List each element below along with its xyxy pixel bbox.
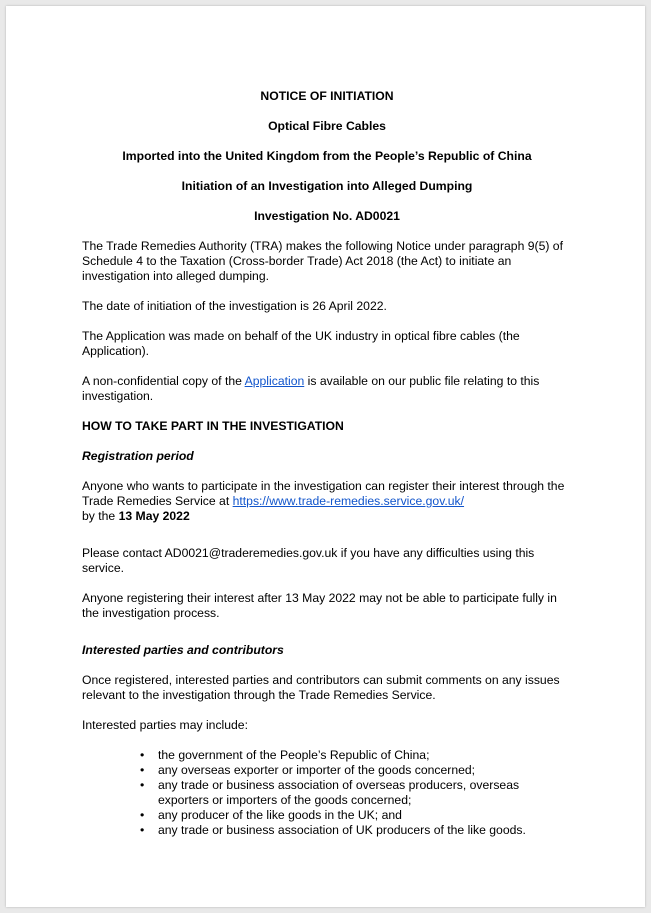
bullet-icon: •: [140, 748, 145, 762]
list-item-text: any producer of the like goods in the UK; and: [158, 808, 402, 822]
bullet-icon: •: [140, 823, 145, 837]
intro-paragraph-4: [82, 374, 572, 404]
trade-remedies-service-link[interactable]: https://www.trade-remedies.service.gov.uk/: [232, 494, 465, 508]
interested-paragraph-2: Interested parties may include:: [82, 718, 248, 732]
document-page: [6, 6, 645, 907]
bullet-icon: •: [140, 763, 145, 777]
list-item: [82, 823, 572, 838]
list-item-text: the government of the People’s Republic of China;: [158, 748, 430, 762]
registration-paragraph-1: [82, 479, 572, 524]
list-item: [82, 748, 572, 763]
bullet-icon: •: [140, 778, 145, 792]
origin-title: Imported into the United Kingdom from the People’s Republic of China: [122, 149, 532, 163]
registration-text: Anyone who wants to participate in the investigation can register their interest through the Trade Remedies Service at: [82, 479, 565, 508]
interested-parties-subheading: Interested parties and contributors: [82, 643, 284, 657]
list-item: [82, 763, 572, 778]
subject-title: Initiation of an Investigation into Alleged Dumping: [181, 179, 473, 193]
registration-paragraph-3: Anyone registering their interest after 13 May 2022 may not be able to participate fully in the investigation process.: [82, 591, 557, 620]
product-title: Optical Fibre Cables: [268, 119, 386, 133]
intro-paragraph-4-text-b: is available on our public file relating to this investigation.: [82, 374, 540, 403]
registration-by-text: by the: [82, 509, 119, 523]
case-number: Investigation No. AD0021: [254, 209, 400, 223]
intro-paragraph-4-text-a: A non-confidential copy of the: [82, 374, 245, 388]
application-link[interactable]: Application: [244, 374, 305, 388]
list-item: [82, 778, 572, 808]
registration-subheading: Registration period: [82, 449, 194, 463]
list-item-text: any trade or business association of overseas producers, overseas exporters or importers of the goods concerned;: [158, 778, 520, 807]
intro-paragraph-1: The Trade Remedies Authority (TRA) makes the following Notice under paragraph 9(5) of Schedule 4 to the Taxation (Cross-border Trade) Act 2018 (the Act) to initiate an investigation into alleged dumping.: [82, 239, 563, 283]
registration-deadline: 13 May 2022: [118, 509, 190, 523]
list-item-text: any overseas exporter or importer of the goods concerned;: [158, 763, 476, 777]
list-item: [82, 808, 572, 823]
registration-paragraph-2: Please contact AD0021@traderemedies.gov.uk if you have any difficulties using this service.: [82, 546, 535, 575]
intro-paragraph-3: The Application was made on behalf of the UK industry in optical fibre cables (the Application).: [82, 329, 520, 358]
how-to-heading: HOW TO TAKE PART IN THE INVESTIGATION: [82, 419, 344, 433]
document-content: [82, 82, 572, 838]
intro-paragraph-2: The date of initiation of the investigation is 26 April 2022.: [82, 299, 387, 313]
interested-parties-list: [82, 748, 572, 838]
notice-title: NOTICE OF INITIATION: [260, 89, 394, 103]
bullet-icon: •: [140, 808, 145, 822]
list-item-text: any trade or business association of UK producers of the like goods.: [158, 823, 526, 837]
interested-paragraph-1: Once registered, interested parties and contributors can submit comments on any issues relevant to the investigation through the Trade Remedies Service.: [82, 673, 560, 702]
